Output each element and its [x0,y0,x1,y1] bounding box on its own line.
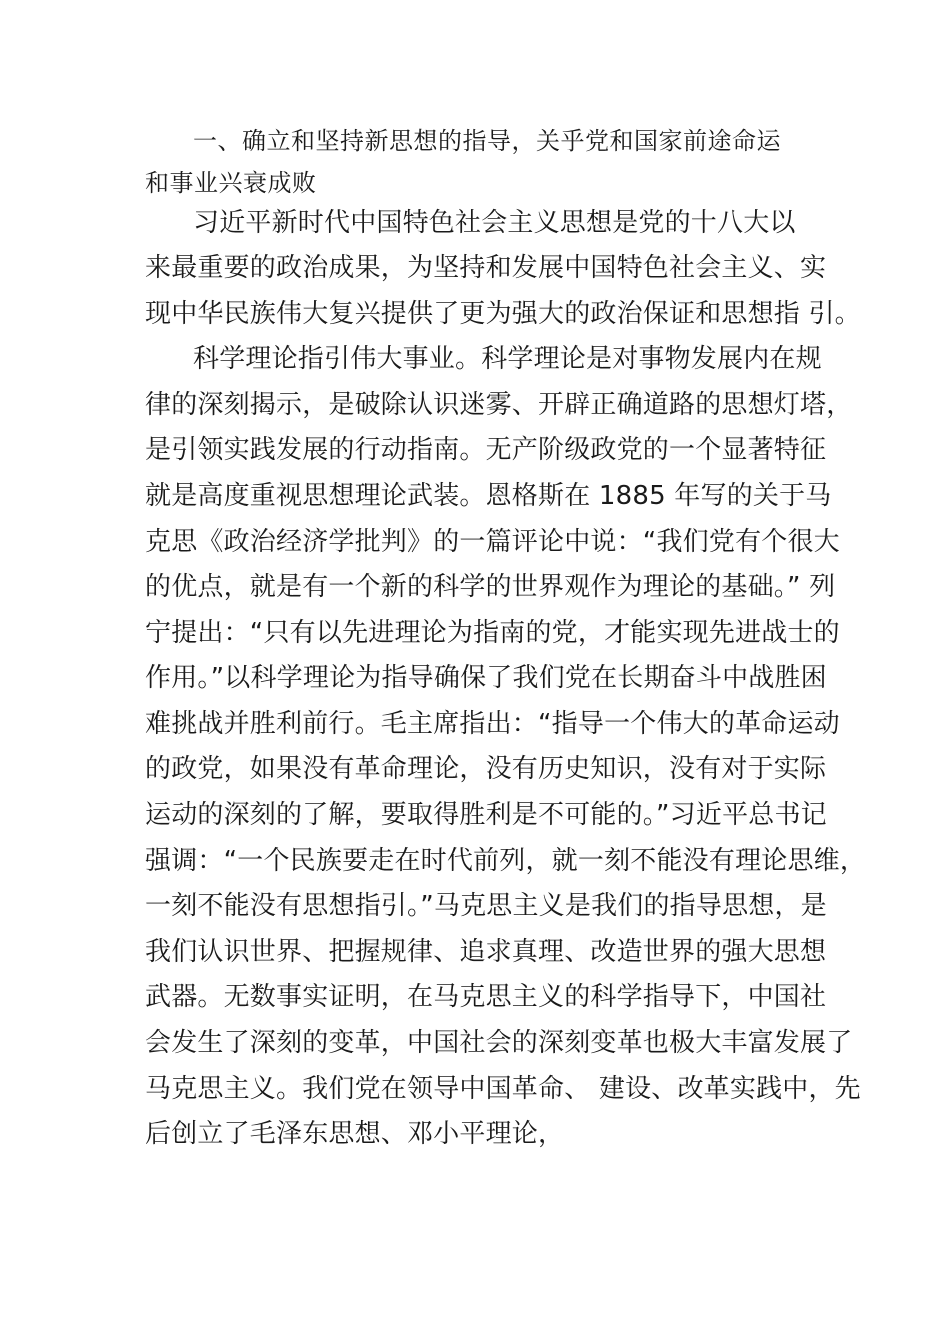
paragraph-1-line-2: 来最重要的政治成果，为坚持和发展中国特色社会主义、实 [145,253,827,283]
paragraph-2-line-6: 的优点，就是有一个新的科学的世界观作为理论的基础。” 列 [145,572,836,602]
paragraph-2-line-2: 律的深刻揭示，是破除认识迷雾、开辟正确道路的思想灯塔， [145,390,853,420]
paragraph-2-line-3: 是引领实践发展的行动指南。无产阶级政党的一个显著特征 [145,435,827,465]
paragraph-2-line-17: 马克思主义。我们党在领导中国革命、 建设、改革实践中，先 [145,1074,861,1104]
paragraph-2-line-12: 强调：“一个民族要走在时代前列，就一刻不能没有理论思维， [145,846,867,876]
paragraph-2-line-15: 武器。无数事实证明，在马克思主义的科学指导下，中国社 [145,982,827,1012]
paragraph-2-line-7: 宁提出：“只有以先进理论为指南的党，才能实现先进战士的 [145,618,840,648]
paragraph-2-line-8: 作用。”以科学理论为指导确保了我们党在长期奋斗中战胜困 [145,663,827,693]
paragraph-2-line-1: 科学理论指引伟大事业。科学理论是对事物发展内在规 [193,344,822,374]
paragraph-1-line-3: 现中华民族伟大复兴提供了更为强大的政治保证和思想指 引。 [145,299,861,329]
paragraph-2-line-10: 的政党，如果没有革命理论，没有历史知识，没有对于实际 [145,754,827,784]
paragraph-2-line-11: 运动的深刻的了解，要取得胜利是不可能的。”习近平总书记 [145,800,827,830]
paragraph-2-line-9: 难挑战并胜利前行。毛主席指出：“指导一个伟大的革命运动 [145,709,840,739]
paragraph-2-line-16: 会发生了深刻的变革，中国社会的深刻变革也极大丰富发展了 [145,1028,853,1058]
section-heading-line-1: 一、确立和坚持新思想的指导，关乎党和国家前途命运 [193,127,781,155]
paragraph-2-line-4: 就是高度重视思想理论武装。恩格斯在 1885 年写的关于马 [145,481,832,511]
paragraph-2-line-13: 一刻不能没有思想指引。”马克思主义是我们的指导思想，是 [145,891,827,921]
paragraph-2-line-5: 克思《政治经济学批判》的一篇评论中说：“我们党有个很大 [145,527,840,557]
paragraph-1-line-1: 习近平新时代中国特色社会主义思想是党的十八大以 [193,208,796,238]
section-heading-line-2: 和事业兴衰成败 [145,169,317,197]
paragraph-2-line-18: 后创立了毛泽东思想、邓小平理论， [145,1119,565,1149]
paragraph-2-line-14: 我们认识世界、把握规律、追求真理、改造世界的强大思想 [145,937,827,967]
